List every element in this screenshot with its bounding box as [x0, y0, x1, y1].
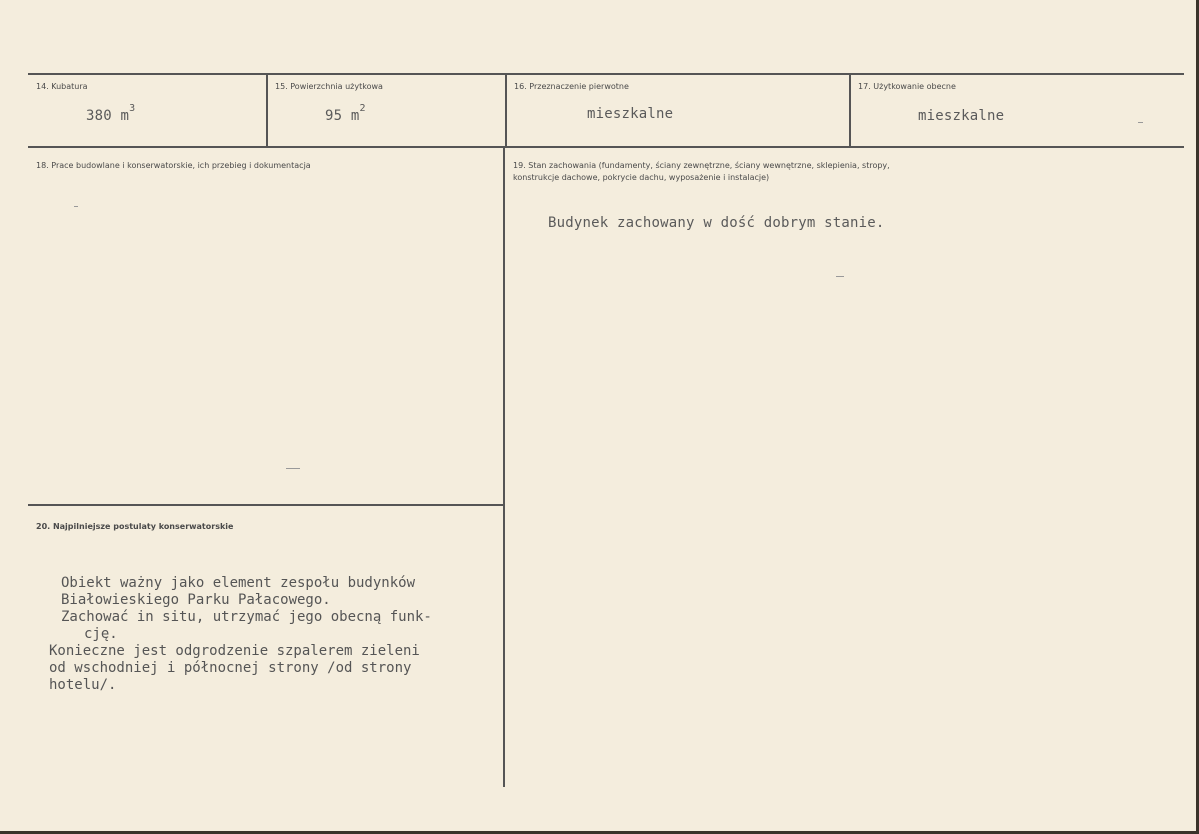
main-vertical-divider	[503, 147, 505, 787]
field-20-line-3: Zachować in situ, utrzymać jego obecną funk-	[61, 609, 432, 625]
field-20-line-6: od wschodniej i północnej strony /od strony	[49, 660, 412, 676]
field-14-label: 14. Kubatura	[36, 82, 88, 91]
divider-15-16	[505, 74, 507, 146]
field-20-label: 20. Najpilniejsze postulaty konserwatorskie	[36, 522, 234, 531]
field-17-label: 17. Użytkowanie obecne	[858, 82, 956, 91]
field-14-number: 380 m	[86, 108, 130, 124]
field-14-value	[86, 103, 135, 124]
field-18-label: 18. Prace budowlane i konserwatorskie, ich przebieg i dokumentacja	[36, 161, 311, 170]
paper-mark	[1138, 122, 1143, 123]
paper-mark	[74, 206, 78, 207]
field-20-line-5: Konieczne jest odgrodzenie szpalerem zieleni	[49, 643, 420, 659]
field-16-label: 16. Przeznaczenie pierwotne	[514, 82, 629, 91]
field-15-label: 15. Powierzchnia użytkowa	[275, 82, 383, 91]
field-19-label-line2: konstrukcje dachowe, pokrycie dachu, wyposażenie i instalacje)	[513, 173, 770, 182]
field-15-value	[325, 103, 366, 124]
paper-mark	[286, 468, 300, 469]
field-15-number: 95 m	[325, 108, 360, 124]
field-20-line-4: cję.	[84, 626, 118, 642]
paper-mark	[836, 276, 844, 277]
row1-bottom-rule	[28, 146, 1184, 148]
field-15-exponent: 2	[359, 103, 366, 114]
top-rule	[28, 73, 1184, 75]
divider-14-15	[266, 74, 268, 146]
field-19-label-line1: 19. Stan zachowania (fundamenty, ściany zewnętrzne, ściany wewnętrzne, sklepienia, stropy,	[513, 161, 890, 170]
section-18-20-rule	[28, 504, 504, 506]
field-19-value: Budynek zachowany w dość dobrym stanie.	[548, 215, 885, 231]
field-20-line-7: hotelu/.	[49, 677, 117, 693]
field-17-value: mieszkalne	[918, 108, 1005, 124]
field-16-value: mieszkalne	[587, 106, 674, 122]
field-20-line-1: Obiekt ważny jako element zespołu budynków	[61, 575, 416, 591]
field-14-exponent: 3	[129, 103, 136, 114]
field-20-line-2: Białowieskiego Parku Pałacowego.	[61, 592, 331, 608]
divider-16-17	[849, 74, 851, 146]
